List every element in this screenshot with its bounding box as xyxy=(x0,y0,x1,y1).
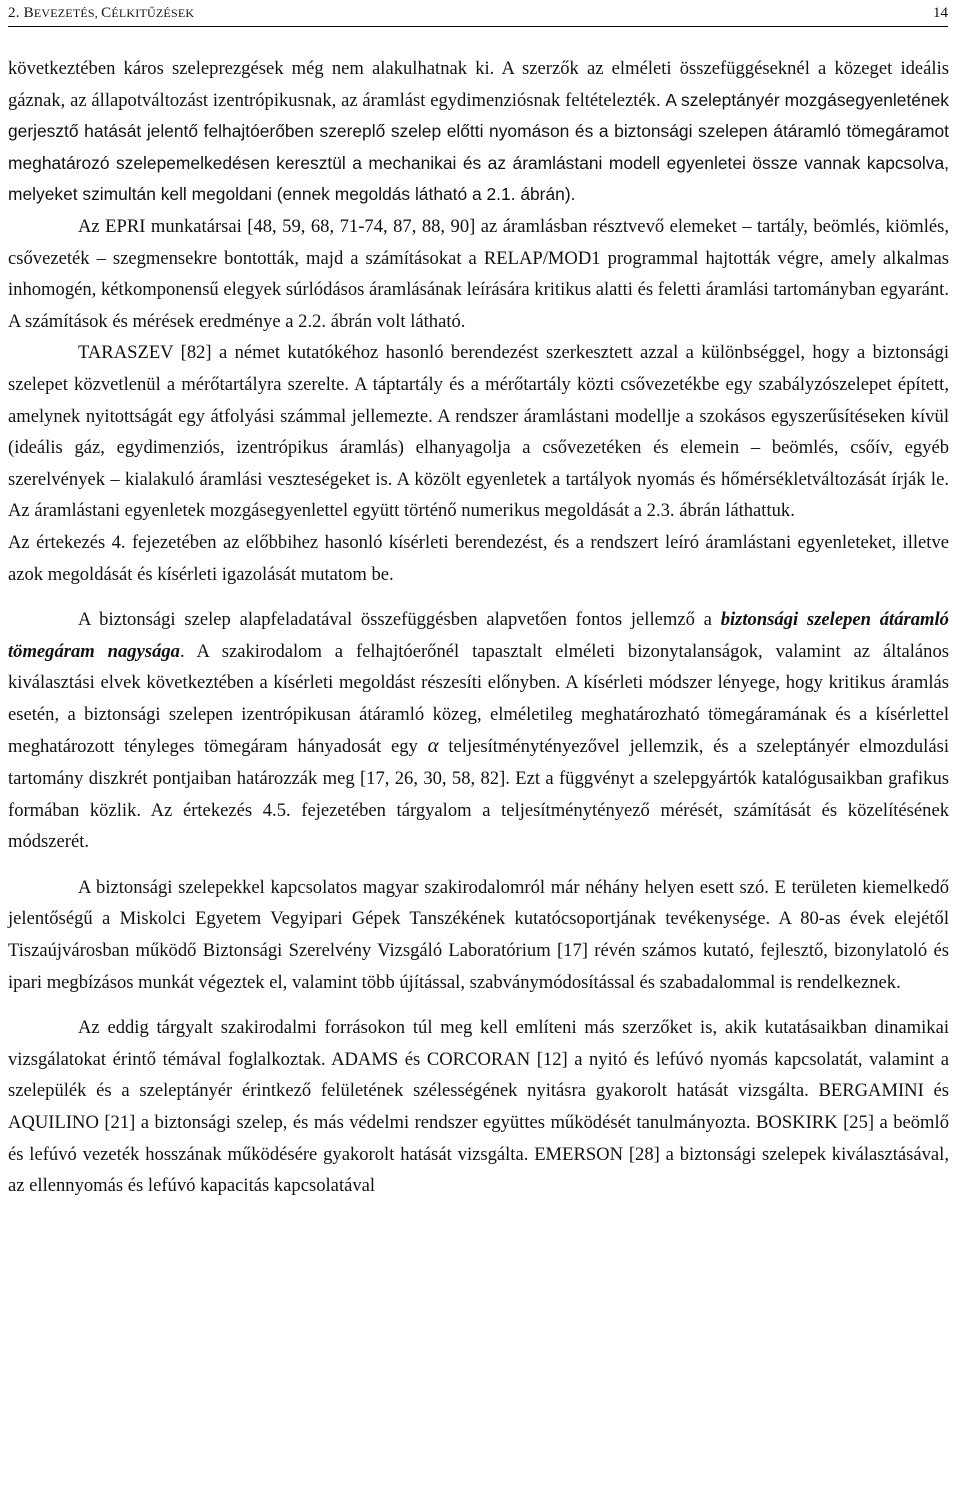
text-run: következtében káros szeleprezgések még nem alakulhatnak ki. A szerzők az elméleti összefüggéseknél a közeget ideális gáznak, az állapotváltozást izentrópikusnak, az áramlást egydimenziósnak feltételezték. xyxy=(8,58,949,111)
text-run: TARASZEV [82] a német kutatókéhoz hasonló berendezést szerkesztett azzal a különbséggel, hogy a biztonsági szelepet közvetlenül a mérőtartályra szerelte. A táptartály és a mérőtartály közti csővezetékbe egy szabályzószelepet épített, amelynek nyitottságát egy átfolyási számmal jellemezte. A rendszer áramlástani modellje a szokásos egyszerűsítéseken kívül (ideális gáz, egydimenziós, izentrópikus áramlás) elhanyagolja a csővezetéken és elemein – beömlés, csőív, egyéb szerelvények – kialakuló áramlási veszteségeket is. A közölt egyenletek a tartályok nyomás és hőmérsékletváltozását írják le. Az áramlástani egyenletek mozgásegyenlettel együtt történő numerikus megoldását a 2.3. ábrán láthattuk. xyxy=(8,342,949,522)
text-run: A biztonsági szelep alapfeladatával összefüggésben alapvetően fontos jellemző a xyxy=(78,609,721,631)
text-run: Az értekezés 4. fejezetében az előbbihez hasonló kísérleti berendezést, és a rendszert leíró áramlástani egyenleteket, illetve azok megoldását és kísérleti igazolását mutatom be. xyxy=(8,531,949,585)
paragraph xyxy=(8,604,949,858)
paragraph xyxy=(8,53,949,211)
alpha-symbol: α xyxy=(427,733,439,758)
paragraph xyxy=(8,872,949,998)
emphasized-term: biztonsági szelepen átáramló tömegáram nagysága xyxy=(8,609,949,662)
paragraph xyxy=(8,1012,949,1202)
paragraph xyxy=(8,527,949,590)
running-head-title: BEVEZETÉS, CÉLKITŰZÉSEK xyxy=(23,5,195,21)
text-run: Az eddig tárgyalt szakirodalmi forrásokon túl meg kell említeni más szerzőket is, akik kutatásaikban dinamikai vizsgálatokat érintő témával foglalkoztak. ADAMS és CORCORAN [12] a nyitó és lefúvó nyomás kapcsolatát, valamint a szelepülék és a szeleptányér érintkező felületének szélességének nyitásra gyakorolt hatását vizsgálta. BERGAMINI és AQUILINO [21] a biztonsági szelep, és más védelmi rendszer együttes működését tanulmányozta. BOSKIRK [25] a beömlő és lefúvó vezeték hosszának működésére gyakorolt hatását vizsgálta. EMERSON [28] a biztonsági szelepek kiválasztásával, az ellennyomás és lefúvó kapacitás kapcsolatával xyxy=(8,1017,949,1197)
text-run: teljesítménytényezővel jellemzik, és a szeleptányér elmozdulási tartomány diszkrét pontjaiban határozzák meg [17, 26, 30, 58, 82]. Ezt a függvényt a szelepgyártók katalógusaikban grafikus formában közlik. Az értekezés 4.5. fejezetében tárgyalom a teljesítménytényező mérését, számítását és közelítésének módszerét. xyxy=(8,736,950,853)
page-number: 14 xyxy=(933,5,948,21)
page-header xyxy=(8,2,948,27)
body-text xyxy=(8,53,949,1202)
sans-serif-passage: A szeleptányér mozgásegyenletének gerjesztő hatását jelentő felhajtóerőben szereplő szelep előtti nyomáson és a biztonsági szelepen átáramló tömegáramot meghatározó szelepemelkedésen keresztül a mechanikai és az áramlástani modell egyenletei össze vannak kapcsolva, melyeket szimultán kell megoldani (ennek megoldás látható a 2.1. ábrán). xyxy=(8,89,949,205)
text-run: . A szakirodalom a felhajtóerőnél tapasztalt elméleti bizonytalanságok, valamint az általános kiválasztási elvek következtében a kísérleti megoldást részesíti előnyben. A kísérleti módszer lényege, hogy kritikus áramlás esetén, a biztonsági szelepen izentrópikusan átáramló közeg, elméletileg meghatározható tömegáramának és a kísérlettel meghatározott tényleges tömegáram hányadosát egy xyxy=(8,640,949,758)
text-run: Az EPRI munkatársai [48, 59, 68, 71-74, 87, 88, 90] az áramlásban résztvevő elemeket – tartály, beömlés, kiömlés, csővezeték – szegmensekre bontották, majd a számításokat a RELAP/MOD1 programmal hajtották végre, amely alkalmas inhomogén, kétkomponensű elegyek súrlódásos áramlásának leírására kritikus alatti és feletti áramlási tartományban egyaránt. A számítások és mérések eredménye a 2.2. ábrán volt látható. xyxy=(8,215,949,332)
paragraph xyxy=(8,337,949,527)
paragraph xyxy=(8,211,949,337)
text-run: A biztonsági szelepekkel kapcsolatos magyar szakirodalomról már néhány helyen esett szó. E területen kiemelkedő jelentőségű a Miskolci Egyetem Vegyipari Gépek Tanszékének kutatócsoportjának tevékenysége. A 80-as évek elejétől Tiszaújvárosban működő Biztonsági Szerelvény Vizsgáló Laboratórium [17] révén számos kutató, fejlesztő, bizonylatoló és ipari megbízásos munkát végeztek el, valamint több újítással, szabványmódosítással és szabadalommal is rendelkeznek. xyxy=(8,876,949,993)
running-head-chapter: 2. BEVEZETÉS, CÉLKITŰZÉSEK xyxy=(8,5,195,21)
